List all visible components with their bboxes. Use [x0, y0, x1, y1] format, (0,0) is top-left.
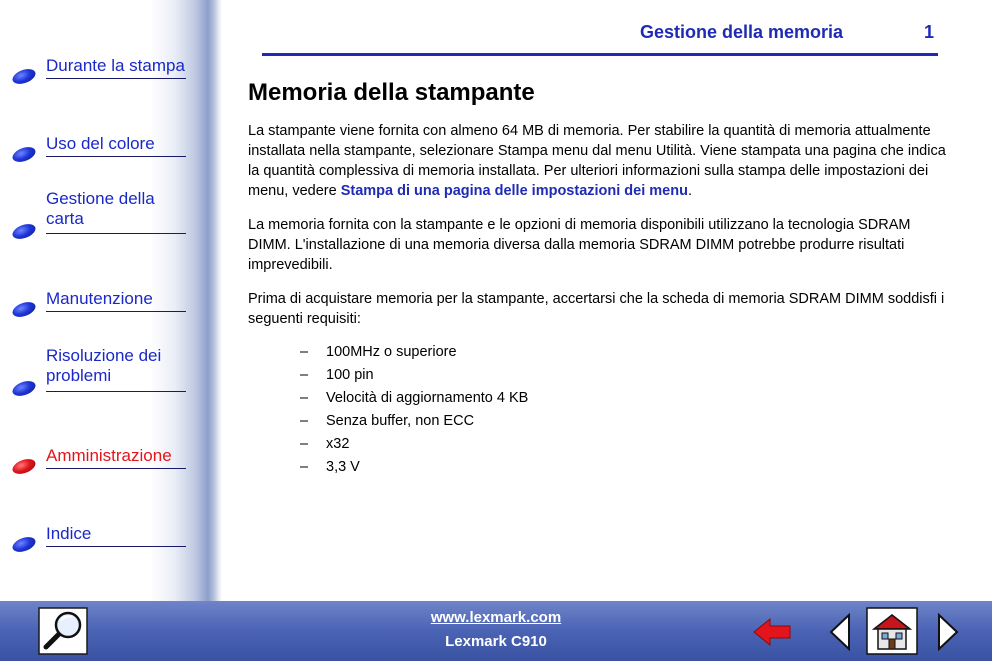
active-bullet-icon: [11, 456, 38, 476]
divider: [46, 468, 186, 469]
divider: [46, 391, 186, 392]
product-name: Lexmark C910: [445, 633, 547, 650]
list-item-text: 100MHz o superiore: [326, 344, 457, 360]
sidebar-item-label[interactable]: Uso del colore: [46, 134, 155, 153]
list-item-text: Velocità di aggiornamento 4 KB: [326, 390, 529, 406]
sidebar-item-risoluzione-dei-problemi[interactable]: [0, 346, 190, 398]
list-item: [300, 433, 948, 456]
requirements-list: [300, 341, 948, 479]
sidebar-item-label[interactable]: Manutenzione: [46, 289, 153, 308]
sidebar-item-label[interactable]: Indice: [46, 524, 92, 543]
divider: [46, 311, 186, 312]
divider: [46, 546, 186, 547]
sidebar-item-uso-del-colore[interactable]: [0, 134, 190, 164]
sidebar-item-label[interactable]: Risoluzione dei: [46, 346, 162, 365]
list-item: [300, 410, 948, 433]
sidebar-item-gestione-della-carta[interactable]: [0, 189, 190, 239]
bullet-icon: [11, 221, 38, 241]
main-content: [248, 78, 948, 479]
header-divider: [262, 53, 938, 56]
paragraph-intro: [248, 121, 948, 201]
bullet-icon: [11, 144, 38, 164]
website-link[interactable]: www.lexmark.com: [430, 609, 562, 626]
page-title: Memoria della stampante: [248, 79, 535, 106]
paragraph-text: .: [687, 183, 692, 199]
paragraph-requirements-intro: Prima di acquistare memoria per la stampante, accertarsi che la scheda di memoria SDRAM DIMM soddisfi i seguenti requisiti:: [248, 291, 945, 327]
dash-bullet: –: [300, 459, 309, 475]
section-title: Gestione della memoria: [640, 22, 844, 42]
bullet-icon: [11, 299, 38, 319]
list-item: [300, 456, 948, 479]
back-arrow-icon[interactable]: [752, 617, 792, 647]
paragraph-text: La stampante viene fornita con almeno 64 MB di memoria. Per stabilire la quantità di memoria attualmente installata nella stampante, selezionare Stampa menu dal menu Utilità. Viene stampata una pagina che indica la quantità complessiva di memoria installata. Per ulteriori informazioni sulla stampa delle impostazioni dei menu, vedere: [248, 123, 946, 199]
list-item: [300, 387, 948, 410]
dash-bullet: –: [300, 367, 309, 383]
list-item-text: 100 pin: [326, 367, 374, 383]
list-item: [300, 364, 948, 387]
next-page-icon[interactable]: [936, 613, 960, 651]
sidebar-item-indice[interactable]: [0, 524, 190, 554]
list-item-text: 3,3 V: [326, 459, 360, 475]
list-item: [300, 341, 948, 364]
divider: [46, 78, 186, 79]
sidebar-item-label[interactable]: Durante la stampa: [46, 56, 185, 75]
sidebar-item-label[interactable]: Amministrazione: [46, 446, 172, 465]
bullet-icon: [11, 378, 38, 398]
dash-bullet: –: [300, 413, 309, 429]
sidebar-item-label[interactable]: problemi: [46, 366, 112, 385]
sidebar-item-amministrazione[interactable]: [0, 446, 190, 476]
sidebar-item-label[interactable]: Gestione della: [46, 189, 155, 208]
paragraph-technology: La memoria fornita con la stampante e le opzioni di memoria disponibili utilizzano la tecnologia SDRAM DIMM. L'installazione di una memoria diversa dalla memoria SDRAM DIMM potrebbe produrre risultati imprevedibili.: [248, 217, 911, 273]
footer-bar: [0, 601, 992, 661]
home-icon[interactable]: [866, 607, 918, 655]
dash-bullet: –: [300, 344, 309, 360]
list-item-text: Senza buffer, non ECC: [326, 413, 475, 429]
page-number: 1: [924, 22, 935, 42]
list-item-text: x32: [326, 436, 350, 452]
menu-settings-link[interactable]: Stampa di una pagina delle impostazioni dei menu: [340, 183, 688, 199]
bullet-icon: [11, 534, 38, 554]
dash-bullet: –: [300, 390, 309, 406]
dash-bullet: –: [300, 436, 309, 452]
previous-page-icon[interactable]: [828, 613, 852, 651]
divider: [46, 233, 186, 234]
sidebar-item-manutenzione[interactable]: [0, 289, 190, 319]
sidebar-item-durante-la-stampa[interactable]: [0, 56, 190, 86]
divider: [46, 156, 186, 157]
bullet-icon: [11, 66, 38, 86]
sidebar-item-label[interactable]: carta: [46, 209, 84, 228]
